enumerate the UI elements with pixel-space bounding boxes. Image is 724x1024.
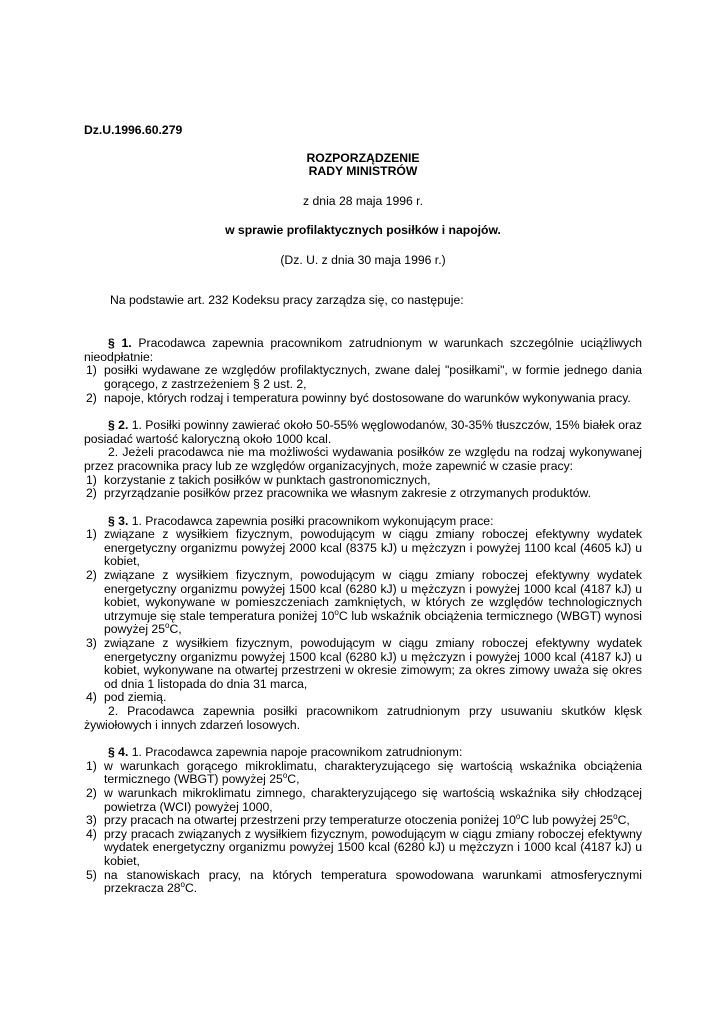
section-1-intro [84,337,642,364]
list-item-text: związane z wysiłkiem fizycznym, powodującym w ciągu zmiany roboczej efektywny wydatek energetyczny organizmu powyżej 1500 kcal (6280 kJ) u mężczyzn i powyżej 1000 kcal (4187 kJ) u kobiet, wykonywane w pomieszczeniach zamkniętych, w których ze względów technologicznych utrzymuje się stale temperatura poniżej 10 [104,568,642,623]
list-item [84,814,642,828]
list-item-number: 4) [86,690,97,705]
section-3 [84,515,642,733]
section-2-point-2: 2. Jeżeli pracodawca nie ma możliwości wydawania posiłków ze względu na rodzaj wykonywanej przez pracownika pracy lub ze względów organizacyjnych, może zapewnić w czasie pracy: [84,445,642,473]
list-item-number: 3) [86,813,97,828]
degree-sign: o [282,771,288,781]
section-2 [84,419,642,501]
section-2-list [84,474,642,501]
degree-sign: o [180,880,185,890]
list-item-text: pod ziemią. [104,690,167,705]
section-2-mark: § 2. [108,418,129,433]
section-3-list [84,528,642,705]
section-3-point-2: 2. Pracodawca zapewnia posiłki pracownikom zatrudnionym przy usuwaniu skutków klęsk żywiołowych i innych zdarzeń losowych. [84,704,642,732]
list-item [84,487,642,501]
section-4-intro [84,746,642,760]
section-3-intro [84,515,642,529]
degree-sign: o [164,621,170,631]
list-item [84,569,642,637]
section-4-mark: § 4. [108,745,129,760]
degree-sign: o [613,812,618,822]
list-item [84,828,642,869]
list-item-number: 2) [86,486,97,501]
list-item-text: w warunkach mikroklimatu zimnego, charakteryzującego się wartością wskaźnika siły chłodzącej powietrza (WCI) powyżej 1000, [104,785,642,814]
publication-info: (Dz. U. z dnia 30 maja 1996 r.) [280,252,446,267]
section-1-mark: § 1. [108,336,132,351]
section-4 [84,746,642,896]
document-title-line1: ROZPORZĄDZENIE [306,150,420,165]
section-4-intro-text: 1. Pracodawca zapewnia napoje pracownikom zatrudnionym: [128,745,463,760]
list-item [84,637,642,691]
list-item [84,364,642,391]
list-item-number: 4) [86,826,97,841]
list-item [84,787,642,814]
list-item-number: 1) [86,472,97,487]
list-item-text: przyrządzanie posiłków przez pracownika we własnym zakresie z otrzymanych produktów. [104,486,592,501]
section-3-mark: § 3. [108,513,129,528]
list-item-number: 2) [86,568,97,583]
list-item-number: 1) [86,363,97,378]
section-4-list [84,760,642,896]
list-item [84,760,642,787]
section-3-intro-text: 1. Pracodawca zapewnia posiłki pracownikom wykonującym prace: [128,513,494,528]
document-id: Dz.U.1996.60.279 [84,123,183,137]
list-item-text: przy pracach na otwartej przestrzeni przy temperaturze otoczenia poniżej 10 [104,813,516,828]
list-item-text: na stanowiskach pracy, na których temperatura spowodowana warunkami atmosferycznymi przekracza 28 [104,867,642,896]
document-subject: w sprawie profilaktycznych posiłków i napojów. [225,223,501,238]
legal-basis: Na podstawie art. 232 Kodeksu pracy zarządza się, co następuje: [110,292,464,307]
list-item-text: C, [287,772,300,787]
list-item [84,691,642,705]
section-1-intro-text: Pracodawca zapewnia pracownikom zatrudnionym w warunkach szczególnie uciążliwych nieodpłatnie: [84,336,642,364]
list-item-number: 3) [86,636,97,651]
list-item-number: 2) [86,785,97,800]
list-item-number: 2) [86,390,97,405]
list-item [84,869,642,896]
section-2-point-1-text: 1. Posiłki powinny zawierać około 50-55% węglowodanów, 30-35% tłuszczów, 15% białek oraz posiadać wartość kaloryczną około 1000 kcal. [84,418,642,446]
document-date: z dnia 28 maja 1996 r. [303,193,423,208]
list-item-text: C lub powyżej 25 [520,813,614,828]
degree-sign: o [334,607,339,617]
list-item-text: C, [169,622,182,637]
list-item-text: napoje, których rodzaj i temperatura powinny być dostosowane do warunków wykonywania pracy. [104,390,631,405]
list-item-text: przy pracach związanych z wysiłkiem fizycznym, powodującym w ciągu zmiany roboczej efektywny wydatek energetyczny organizmu powyżej 1500 kcal (6280 kJ) u mężczyzn i 1000 kcal (4187 kJ) u kobiet, [104,826,642,868]
list-item-text: C, [617,813,630,828]
list-item-text: w warunkach gorącego mikroklimatu, charakteryzującego się wartością wskaźnika obciążenia termicznego (WBGT) powyżej 25 [104,758,642,787]
list-item-number: 1) [86,758,97,773]
list-item-text: posiłki wydawane ze względów profilaktycznych, zwane dalej "posiłkami", w formie jednego dania gorącego, z zastrzeżeniem § 2 ust. 2, [104,363,642,391]
list-item [84,474,642,488]
list-item-text: C lub wskaźnik obciążenia termicznego (WBGT) wynosi powyżej 25 [104,608,643,637]
list-item-text: korzystanie z takich posiłków w punktach gastronomicznych, [104,472,431,487]
list-item-text: C. [185,881,198,896]
list-item-number: 5) [86,867,97,882]
list-item-number: 1) [86,527,97,542]
list-item [84,392,642,406]
section-2-point-1 [84,419,642,446]
degree-sign: o [515,812,521,822]
section-1-list [84,364,642,405]
list-item [84,528,642,569]
section-1 [84,337,642,405]
document-title-line2: RADY MINISTRÓW [308,164,418,179]
list-item-text: związane z wysiłkiem fizycznym, powodującym w ciągu zmiany roboczej efektywny wydatek energetyczny organizmu powyżej 2000 kcal (8375 kJ) u mężczyzn i powyżej 1100 kcal (4605 kJ) u kobiet, [104,527,642,569]
list-item-text: związane z wysiłkiem fizycznym, powodującym w ciągu zmiany roboczej efektywny wydatek energetyczny organizmu powyżej 1500 kcal (6280 kJ) u mężczyzn i powyżej 1000 kcal (4187 kJ) u kobiet, wykonywane na otwartej przestrzeni w okresie zimowym; za okres zimowy uważa się okres od dnia 1 listopada do dnia 31 marca, [104,636,642,691]
